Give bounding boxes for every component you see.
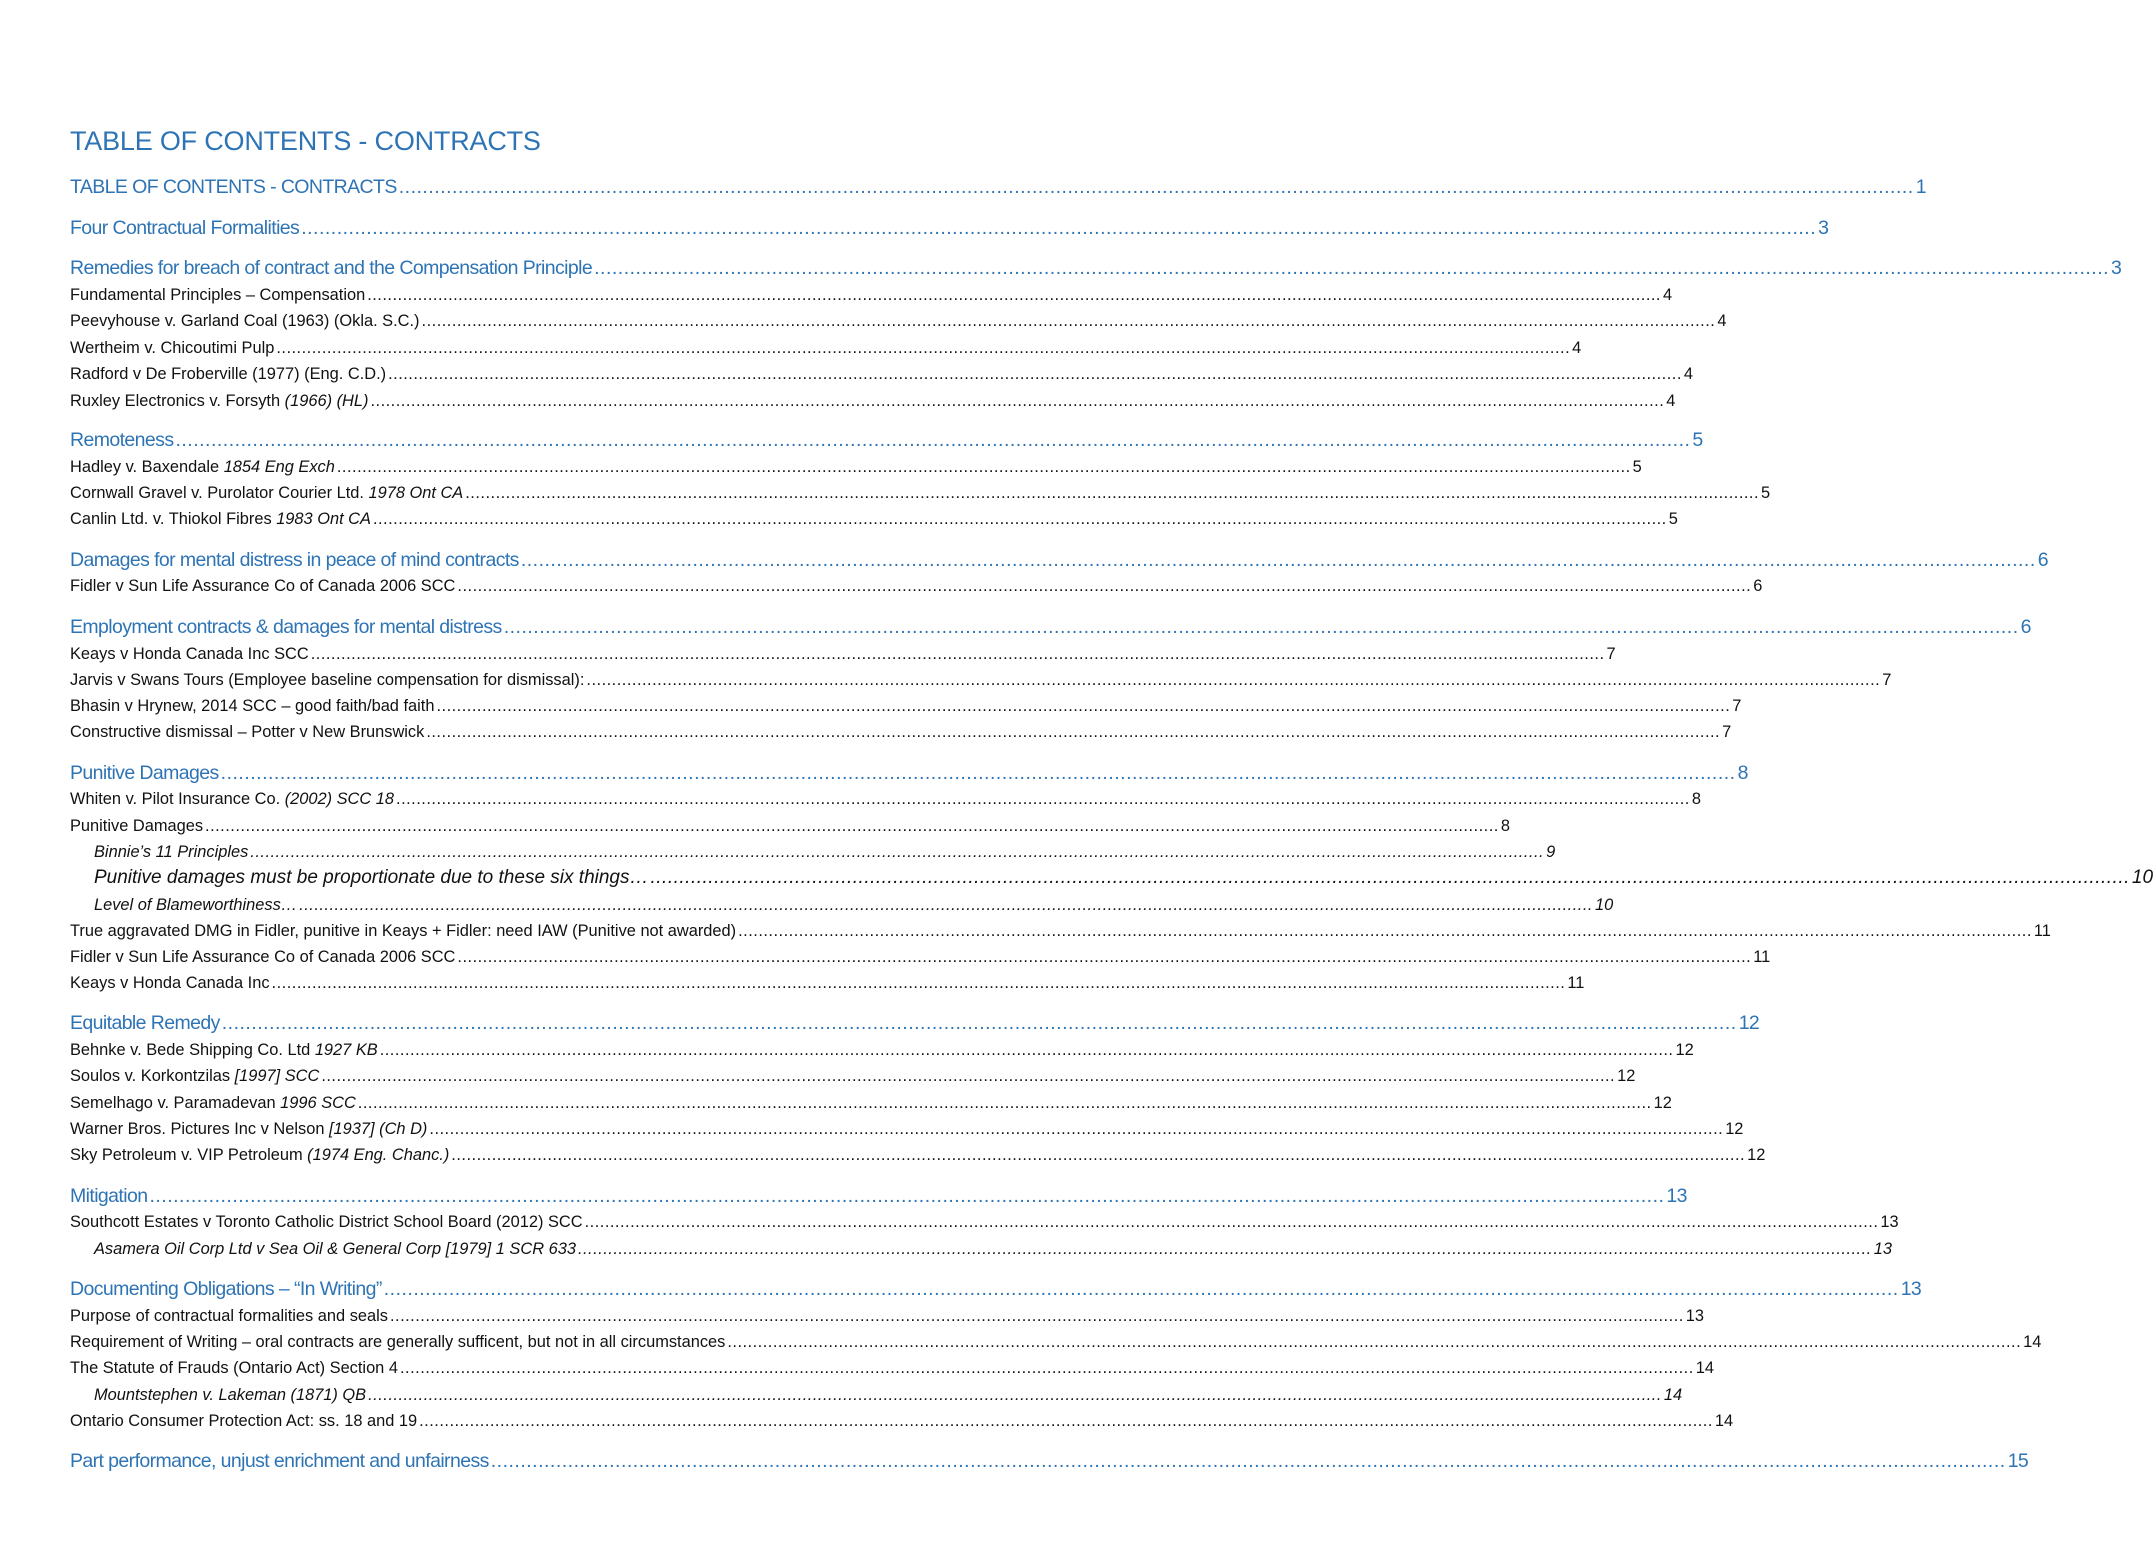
toc-entry-label-segment: Wertheim v. Chicoutimi Pulp [70,339,275,357]
toc-entry[interactable] [70,363,1694,385]
toc-entry-label-segment: 1927 KB [314,1041,378,1059]
toc-page-number: 5 [1668,510,1678,528]
toc-entry-label-segment: Southcott Estates v Toronto Catholic District School Board (2012) SCC [70,1213,583,1231]
toc-entry-label-segment: Punitive Damages [70,762,219,784]
toc-entry[interactable] [70,1276,1922,1302]
toc-leader-dots: ................................................................................................................................................................................................................................................................ [372,510,1667,528]
toc-entry-label-segment: Remoteness [70,429,174,451]
toc-entry-label-segment: Part performance, unjust enrichment and unfairness [70,1450,489,1472]
toc-entry-label-segment: Sky Petroleum v. VIP Petroleum [70,1146,308,1164]
toc-entry-label-segment: True aggravated DMG in Fidler, punitive in Keays + Fidler: need IAW (Punitive not awarded) [70,922,737,940]
toc-leader-dots: ................................................................................................................................................................................................................................................................ [357,1094,1652,1112]
toc-leader-dots: ................................................................................................................................................................................................................................................................ [490,1450,2006,1472]
toc-page-number: 5 [1761,484,1771,502]
toc-entry-label-segment: Mountstephen v. Lakeman (1871) QB [94,1386,367,1404]
toc-entry-label [70,1092,356,1114]
toc-entry-label-segment: Bhasin v Hrynew, 2014 SCC – good faith/bad faith [70,697,435,715]
toc-leader-dots: ................................................................................................................................................................................................................................................................ [577,1240,1872,1258]
toc-leader-dots: ................................................................................................................................................................................................................................................................ [250,843,1545,861]
toc-page-number: 14 [1695,1359,1715,1377]
toc-entry-label [70,788,394,810]
toc-entry-label-segment: Asamera Oil Corp Ltd v Sea Oil & General Corp [1979] 1 SCR 633 [94,1240,576,1258]
toc-entry-label-segment: Behnke v. Bede Shipping Co. Ltd [70,1041,315,1059]
toc-entry[interactable] [94,866,2153,890]
toc-leader-dots: ................................................................................................................................................................................................................................................................ [503,616,2019,638]
toc-page-number: 12 [1747,1146,1766,1164]
toc-page-number: 12 [1725,1120,1744,1138]
toc-leader-dots: ................................................................................................................................................................................................................................................................ [389,1307,1684,1325]
toc-page-number: 10 [2131,867,2153,888]
toc-entry-label [70,1410,417,1432]
toc-entry-label [70,760,219,786]
toc-entry-label [70,482,463,504]
toc-leader-dots: ................................................................................................................................................................................................................................................................ [398,176,1914,198]
toc-entry[interactable] [70,1039,1694,1061]
toc-page-number: 7 [1732,697,1742,715]
toc-leader-dots: ................................................................................................................................................................................................................................................................ [586,671,1881,689]
toc-entry[interactable] [70,643,1616,665]
toc-entry-label [94,841,248,863]
toc-entry-label [70,1039,378,1061]
toc-entry-label-segment: Fundamental Principles – Compensation [70,286,366,304]
toc-entry[interactable] [70,788,1701,810]
toc-entry[interactable] [70,337,1582,359]
toc-entry-label [70,284,365,306]
toc-page-number: 10 [1594,896,1614,914]
toc-entry-label [70,643,309,665]
toc-entry-label-segment: Mitigation [70,1185,148,1207]
toc-leader-dots: ................................................................................................................................................................................................................................................................ [205,817,1499,835]
toc-entry[interactable] [70,255,2122,281]
toc-page-number: 5 [1632,458,1642,476]
toc-leader-dots: ................................................................................................................................................................................................................................................................ [594,257,2110,279]
toc-page-number: 12 [1738,1012,1760,1034]
toc-leader-dots: ................................................................................................................................................................................................................................................................ [370,392,1665,410]
toc-entry[interactable] [70,1305,1704,1327]
toc-page-number: 8 [1737,762,1748,784]
toc-page-number: 4 [1572,339,1582,357]
toc-entry[interactable] [70,946,1771,968]
toc-page-number: 13 [1873,1240,1892,1258]
toc-entry-label-segment: Warner Bros. Pictures Inc v Nelson [70,1120,329,1138]
toc-leader-dots: ................................................................................................................................................................................................................................................................ [336,458,1631,476]
toc-leader-dots: ................................................................................................................................................................................................................................................................ [520,549,2036,571]
toc-leader-dots: ................................................................................................................................................................................................................................................................ [738,922,2032,940]
toc-entry-label [70,669,584,691]
toc-entry[interactable] [70,1065,1636,1087]
toc-leader-dots: ................................................................................................................................................................................................................................................................ [301,217,1817,239]
document-title: TABLE OF CONTENTS - CONTRACTS [70,126,541,156]
toc-entry-label [70,614,502,640]
toc-entry-label [94,1384,366,1406]
toc-entry-label-segment: Soulos v. Korkontzilas [70,1067,235,1085]
toc-entry-label-segment: (1966) (HL) [284,392,369,410]
toc-leader-dots: ................................................................................................................................................................................................................................................................ [457,577,1752,595]
toc-leader-dots: ................................................................................................................................................................................................................................................................ [584,1213,1879,1231]
toc-entry-label-segment: Jarvis v Swans Tours (Employee baseline compensation for dismissal): [70,671,585,689]
toc-leader-dots: ................................................................................................................................................................................................................................................................ [399,1359,1694,1377]
toc-entry-label [70,1276,382,1302]
toc-entry-label-segment: The Statute of Frauds (Ontario Act) Section 4 [70,1359,398,1377]
toc-page-number: 4 [1663,286,1673,304]
toc-entry-label [70,1010,220,1036]
toc-entry-label-segment: Whiten v. Pilot Insurance Co. [70,790,285,808]
toc-entry-label-segment: Requirement of Writing – oral contracts are generally sufficent, but not in all circumstances [70,1333,726,1351]
toc-entry-label-segment: Fidler v Sun Life Assurance Co of Canada 2006 SCC [70,948,456,966]
toc-entry-label [94,894,297,916]
toc-page-number: 11 [1567,974,1585,992]
toc-leader-dots: ................................................................................................................................................................................................................................................................ [368,1386,1662,1404]
toc-entry[interactable] [70,174,1926,200]
toc-leader-dots: ................................................................................................................................................................................................................................................................ [271,974,1566,992]
toc-leader-dots: ................................................................................................................................................................................................................................................................ [465,484,1760,502]
toc-entry-label-segment: [1997] SCC [234,1067,320,1085]
toc-entry-label-segment: Equitable Remedy [70,1012,220,1034]
toc-page-number: 13 [1666,1185,1687,1207]
toc-leader-dots: ................................................................................................................................................................................................................................................................ [429,1120,1724,1138]
toc-entry-label-segment: Keays v Honda Canada Inc SCC [70,645,309,663]
toc-page-number: 1 [1915,176,1926,198]
toc-entry-label-segment: Semelhago v. Paramadevan [70,1094,281,1112]
toc-entry-label [70,337,274,359]
toc-leader-dots: ................................................................................................................................................................................................................................................................ [221,1012,1737,1034]
toc-page-number: 15 [2007,1450,2029,1472]
toc-page-number: 3 [2111,257,2122,279]
toc-page-number: 6 [2020,616,2031,638]
toc-entry-label-segment: 1983 Ont CA [276,510,371,528]
toc-leader-dots: ................................................................................................................................................................................................................................................................ [310,645,1605,663]
toc-page-number: 14 [1714,1412,1734,1430]
toc-page-number: 8 [1500,817,1510,835]
toc-entry-label [70,1118,427,1140]
toc-page-number: 4 [1666,392,1676,410]
toc-entry-label [70,1305,388,1327]
toc-page-number: 13 [1880,1213,1899,1231]
toc-entry[interactable] [70,1010,1760,1036]
toc-entry[interactable] [94,1384,1683,1406]
toc-entry-label-segment: (2002) SCC 18 [284,790,395,808]
toc-entry[interactable] [70,760,1748,786]
toc-leader-dots: ................................................................................................................................................................................................................................................................ [650,867,2130,888]
toc-page-number: 8 [1691,790,1701,808]
toc-entry-label-segment: Constructive dismissal – Potter v New Brunswick [70,723,425,741]
toc-entry[interactable] [70,310,1727,332]
toc-page-number: 4 [1683,365,1694,383]
toc-entry-label [70,695,434,717]
toc-page-number: 7 [1722,723,1732,741]
toc-entry-label [70,456,335,478]
toc-entry-label [70,547,519,573]
toc-entry[interactable] [70,1118,1744,1140]
toc-page-number: 5 [1692,429,1703,451]
toc-entry-label [70,972,270,994]
toc-leader-dots: ................................................................................................................................................................................................................................................................ [367,286,1661,304]
toc-entry-label [70,946,455,968]
toc-page-number: 13 [1900,1278,1922,1300]
toc-entry-label [94,866,649,890]
toc-entry-label [70,255,592,281]
toc-entry-label-segment: Cornwall Gravel v. Purolator Courier Ltd. [70,484,369,502]
toc-entry-label [70,390,368,412]
toc-entry-label-segment: Purpose of contractual formalities and seals [70,1307,388,1325]
toc-entry-label [70,721,424,743]
toc-entry-label-segment: 1996 SCC [280,1094,356,1112]
toc-entry[interactable] [94,894,1614,916]
toc-leader-dots: ................................................................................................................................................................................................................................................................ [276,339,1571,357]
toc-entry[interactable] [70,669,1892,691]
toc-entry-label-segment: [1937] (Ch D) [329,1120,428,1138]
toc-entry-label [70,575,455,597]
toc-entry[interactable] [70,575,1763,597]
toc-leader-dots: ................................................................................................................................................................................................................................................................ [379,1041,1674,1059]
toc-leader-dots: ................................................................................................................................................................................................................................................................ [451,1146,1746,1164]
toc-entry-label-segment: Peevyhouse v. Garland Coal (1963) (Okla. S.C.) [70,312,420,330]
toc-leader-dots: ................................................................................................................................................................................................................................................................ [388,365,1682,383]
toc-leader-dots: ................................................................................................................................................................................................................................................................ [383,1278,1899,1300]
toc-leader-dots: ................................................................................................................................................................................................................................................................ [299,896,1593,914]
toc-entry[interactable] [70,1144,1766,1166]
toc-leader-dots: ................................................................................................................................................................................................................................................................ [175,429,1691,451]
toc-page-number: 13 [1685,1307,1704,1325]
toc-page-number: 3 [1818,217,1829,239]
toc-entry[interactable] [70,920,2051,942]
toc-entry[interactable] [70,547,2049,573]
toc-entry-label [70,1183,147,1209]
toc-entry[interactable] [70,695,1742,717]
toc-page-number: 7 [1606,645,1616,663]
toc-entry-label [94,1238,576,1260]
toc-entry-label-segment: Ruxley Electronics v. Forsyth [70,392,285,410]
toc-leader-dots: ................................................................................................................................................................................................................................................................ [727,1333,2022,1351]
toc-page-number: 11 [2033,922,2051,940]
toc-leader-dots: ................................................................................................................................................................................................................................................................ [396,790,1690,808]
toc-page-number: 14 [2023,1333,2042,1351]
toc-entry[interactable] [70,482,1771,504]
toc-leader-dots: ................................................................................................................................................................................................................................................................ [426,723,1721,741]
toc-entry-label-segment: Level of Blameworthiness… [94,896,298,914]
toc-entry-label-segment: Employment contracts & damages for mental distress [70,616,502,638]
toc-entry-label-segment: Ontario Consumer Protection Act: ss. 18 and 19 [70,1412,418,1430]
toc-entry[interactable] [70,1448,2029,1474]
toc-entry-label-segment: Documenting Obligations – “In Writing” [70,1278,382,1300]
toc-entry-label-segment: Damages for mental distress in peace of mind contracts [70,549,519,571]
toc-entry-label [70,1065,319,1087]
toc-leader-dots: ................................................................................................................................................................................................................................................................ [321,1067,1616,1085]
toc-entry[interactable] [70,1357,1715,1379]
toc-entry[interactable] [70,1183,1687,1209]
toc-entry[interactable] [70,614,2031,640]
toc-page-number: 11 [1753,948,1771,966]
toc-page-number: 12 [1675,1041,1694,1059]
toc-entry[interactable] [70,390,1676,412]
toc-entry[interactable] [70,508,1678,530]
toc-entry-label-segment: 1854 Eng Exch [223,458,335,476]
toc-entry-label-segment: Canlin Ltd. v. Thiokol Fibres [70,510,277,528]
toc-entry-label [70,1144,449,1166]
toc-page-number: 7 [1882,671,1892,689]
toc-entry-label-segment: Remedies for breach of contract and the Compensation Principle [70,257,593,279]
toc-page-number: 9 [1546,843,1556,861]
toc-leader-dots: ................................................................................................................................................................................................................................................................ [436,697,1731,715]
toc-leader-dots: ................................................................................................................................................................................................................................................................ [457,948,1752,966]
toc-entry[interactable] [70,456,1642,478]
toc-entry-label [70,1357,398,1379]
toc-entry-label-segment: Fidler v Sun Life Assurance Co of Canada 2006 SCC [70,577,456,595]
toc-entry-label-segment: Keays v Honda Canada Inc [70,974,270,992]
toc-entry[interactable] [70,1331,2042,1353]
toc-leader-dots: ................................................................................................................................................................................................................................................................ [419,1412,1713,1430]
toc-page-number: 14 [1663,1386,1683,1404]
toc-entry-label-segment: Radford v De Froberville (1977) (Eng. C.D.) [70,365,387,383]
toc-entry-label [70,215,299,241]
toc-entry-label [70,427,173,453]
toc-page-number: 4 [1717,312,1727,330]
toc-entry[interactable] [94,1238,1892,1260]
toc-entry-label-segment: Binnie’s 11 Principles [94,843,249,861]
toc-entry[interactable] [70,721,1732,743]
toc-leader-dots: ................................................................................................................................................................................................................................................................ [149,1185,1665,1207]
toc-page-number: 6 [1753,577,1763,595]
toc-entry-label [70,310,420,332]
toc-entry[interactable] [70,1410,1734,1432]
toc-entry-label [70,174,397,200]
toc-entry-label [70,815,203,837]
toc-entry-label-segment: TABLE OF CONTENTS - CONTRACTS [70,176,397,198]
toc-entry-label [70,1331,725,1353]
toc-entry-label-segment: Four Contractual Formalities [70,217,300,239]
toc-entry[interactable] [70,815,1510,837]
toc-entry-label [70,920,736,942]
toc-entry-label [70,1448,489,1474]
toc-leader-dots: ................................................................................................................................................................................................................................................................ [220,762,1736,784]
toc-entry[interactable] [70,427,1703,453]
toc-entry-label-segment: (1974 Eng. Chanc.) [307,1146,450,1164]
toc-entry[interactable] [70,972,1585,994]
toc-entry[interactable] [94,841,1556,863]
toc-leader-dots: ................................................................................................................................................................................................................................................................ [421,312,1716,330]
toc-entry[interactable] [70,1211,1899,1233]
toc-entry-label [70,508,371,530]
toc-entry-label-segment: Hadley v. Baxendale [70,458,224,476]
toc-page-number: 12 [1617,1067,1636,1085]
toc-entry-label-segment: 1978 Ont CA [368,484,464,502]
toc-entry-label-segment: Punitive damages must be proportionate due to these six things… [94,867,649,888]
toc-page-number: 12 [1653,1094,1672,1112]
toc-entry[interactable] [70,1092,1672,1114]
toc-entry[interactable] [70,215,1829,241]
toc-entry-label [70,363,386,385]
toc-page-number: 6 [2037,549,2049,571]
toc-entry[interactable] [70,284,1673,306]
toc-entry-label-segment: Punitive Damages [70,817,204,835]
toc-entry-label [70,1211,583,1233]
